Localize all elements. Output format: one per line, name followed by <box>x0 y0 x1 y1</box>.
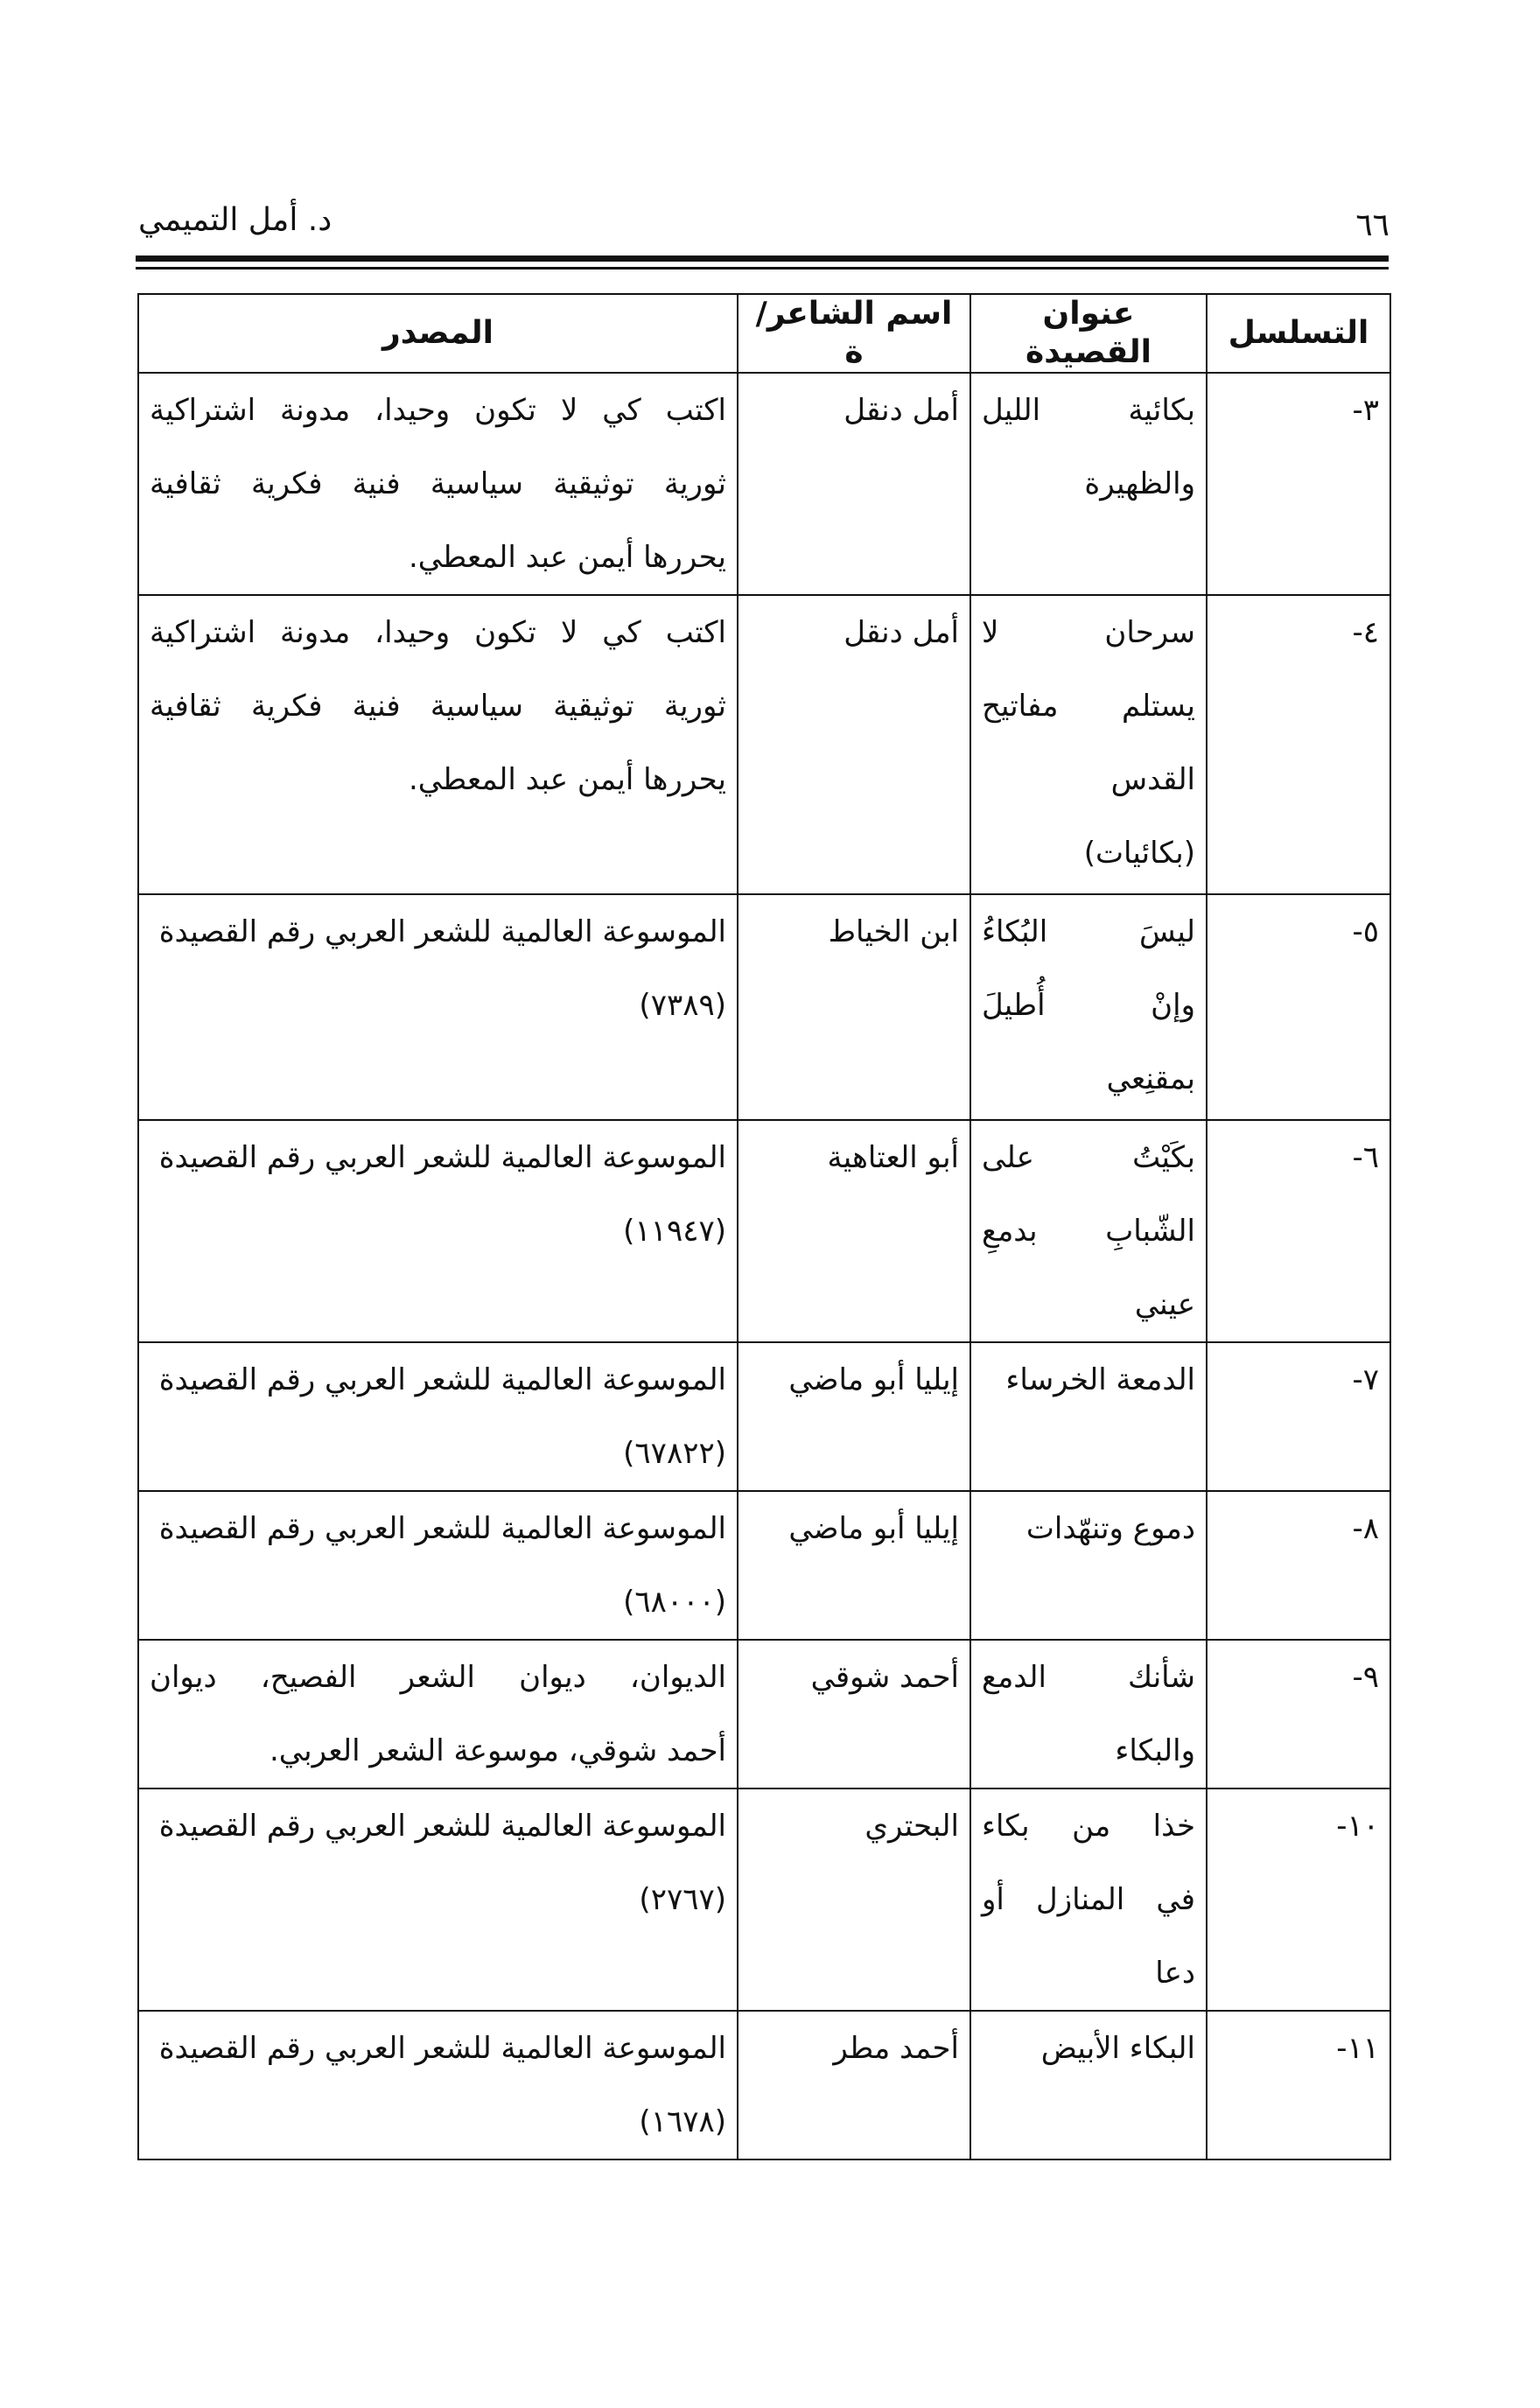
column-header-sequence: التسلسل <box>1207 294 1390 373</box>
title-line: البكاء الأبيض <box>1040 2031 1195 2066</box>
source-line: (١٦٧٨) <box>639 2104 726 2139</box>
title-line: خذا من بكاء <box>982 1809 1195 1844</box>
source-line: الموسوعة العالمية للشعر العربي رقم القصيدة <box>158 1140 726 1175</box>
cell-poem-title <box>970 1342 1207 1491</box>
source-line: (٦٧٨٢٢) <box>623 1436 726 1471</box>
cell-poem-title <box>970 595 1207 894</box>
title-line: الدمعة الخرساء <box>1005 1362 1195 1397</box>
cell-source <box>138 595 738 894</box>
title-line: بمقنِعي <box>1106 1061 1195 1096</box>
cell-source <box>138 1491 738 1640</box>
cell-poem-title <box>970 1788 1207 2011</box>
table-row <box>138 1640 1390 1788</box>
cell-sequence: ٤- <box>1207 595 1390 894</box>
cell-source <box>138 373 738 595</box>
cell-poem-title <box>970 1491 1207 1640</box>
source-line: (٦٨٠٠٠) <box>623 1585 726 1620</box>
title-line: ليسَ البُكاءُ <box>982 914 1195 949</box>
title-line: دعا <box>1155 1956 1195 1991</box>
cell-poet-name: ابن الخياط <box>738 894 970 1120</box>
cell-poem-title <box>970 1640 1207 1788</box>
cell-source <box>138 1342 738 1491</box>
table-row <box>138 595 1390 894</box>
title-line: بكَيْتُ على <box>982 1140 1195 1175</box>
header-rule-thick <box>136 256 1389 262</box>
cell-poet-name: أبو العتاهية <box>738 1120 970 1342</box>
table-row <box>138 1788 1390 2011</box>
title-line: عيني <box>1134 1287 1195 1322</box>
cell-sequence: ٦- <box>1207 1120 1390 1342</box>
table-row <box>138 2011 1390 2160</box>
source-line: الموسوعة العالمية للشعر العربي رقم القصيدة <box>158 914 726 949</box>
cell-poet-name: إيليا أبو ماضي <box>738 1491 970 1640</box>
cell-poem-title <box>970 894 1207 1120</box>
source-line: يحررها أيمن عبد المعطي. <box>408 762 726 797</box>
page-number: ٦٦ <box>1355 207 1390 243</box>
source-line: أحمد شوقي، موسوعة الشعر العربي. <box>269 1733 726 1768</box>
cell-poet-name: إيليا أبو ماضي <box>738 1342 970 1491</box>
source-line: اكتب كي لا تكون وحيدا، مدونة اشتراكية <box>150 615 726 650</box>
table-header-row <box>138 294 1390 373</box>
table-row <box>138 1342 1390 1491</box>
source-line: الموسوعة العالمية للشعر العربي رقم القصيدة <box>158 1511 726 1546</box>
cell-poet-name: البحتري <box>738 1788 970 2011</box>
cell-poet-name: أحمد مطر <box>738 2011 970 2160</box>
column-header-poet-name: اسم الشاعر/ة <box>738 294 970 373</box>
cell-poet-name: أمل دنقل <box>738 595 970 894</box>
title-line: وإنْ أُطيلَ <box>982 988 1195 1023</box>
title-line: سرحان لا <box>982 615 1195 650</box>
title-line: بكائية الليل <box>982 393 1195 428</box>
title-line: شأنك الدمع <box>982 1660 1195 1695</box>
source-line: ثورية توثيقية سياسية فنية فكرية ثقافية <box>150 466 726 501</box>
cell-sequence: ١١- <box>1207 2011 1390 2160</box>
source-line: الموسوعة العالمية للشعر العربي رقم القصيدة <box>158 1362 726 1397</box>
cell-poem-title <box>970 373 1207 595</box>
poems-table <box>137 293 1391 2160</box>
title-line: في المنازل أو <box>982 1882 1195 1917</box>
source-line: الموسوعة العالمية للشعر العربي رقم القصيدة <box>158 1809 726 1844</box>
title-line: دموع وتنهّدات <box>1026 1511 1195 1546</box>
cell-poem-title <box>970 1120 1207 1342</box>
source-line: الديوان، ديوان الشعر الفصيح، ديوان <box>150 1660 726 1695</box>
cell-sequence: ١٠- <box>1207 1788 1390 2011</box>
cell-source <box>138 2011 738 2160</box>
cell-sequence: ٧- <box>1207 1342 1390 1491</box>
cell-poet-name: أمل دنقل <box>738 373 970 595</box>
source-line: اكتب كي لا تكون وحيدا، مدونة اشتراكية <box>150 393 726 428</box>
source-line: (٢٧٦٧) <box>639 1882 726 1917</box>
cell-sequence: ٣- <box>1207 373 1390 595</box>
source-line: الموسوعة العالمية للشعر العربي رقم القصيدة <box>158 2031 726 2066</box>
cell-sequence: ٩- <box>1207 1640 1390 1788</box>
header-rule-thin <box>136 267 1389 270</box>
column-header-poem-title: عنوان القصيدة <box>970 294 1207 373</box>
cell-source <box>138 894 738 1120</box>
column-header-source: المصدر <box>138 294 738 373</box>
table-row <box>138 894 1390 1120</box>
source-line: ثورية توثيقية سياسية فنية فكرية ثقافية <box>150 689 726 724</box>
table-row <box>138 1120 1390 1342</box>
cell-sequence: ٥- <box>1207 894 1390 1120</box>
title-line: والظهيرة <box>1084 466 1195 501</box>
cell-source <box>138 1120 738 1342</box>
cell-source <box>138 1640 738 1788</box>
title-line: يستلم مفاتيح <box>982 689 1195 724</box>
table-row <box>138 1491 1390 1640</box>
cell-poet-name: أحمد شوقي <box>738 1640 970 1788</box>
source-line: يحررها أيمن عبد المعطي. <box>408 540 726 575</box>
cell-poem-title <box>970 2011 1207 2160</box>
source-line: (٧٣٨٩) <box>639 988 726 1023</box>
cell-sequence: ٨- <box>1207 1491 1390 1640</box>
table-row <box>138 373 1390 595</box>
title-line: والبكاء <box>1115 1733 1195 1768</box>
source-line: (١١٩٤٧) <box>623 1214 726 1249</box>
title-line: (بكائيات) <box>1083 836 1195 871</box>
title-line: الشّبابِ بدمعِ <box>982 1214 1195 1249</box>
running-head-author: د. أمل التميمي <box>138 202 332 238</box>
title-line: القدس <box>1110 762 1195 797</box>
cell-source <box>138 1788 738 2011</box>
